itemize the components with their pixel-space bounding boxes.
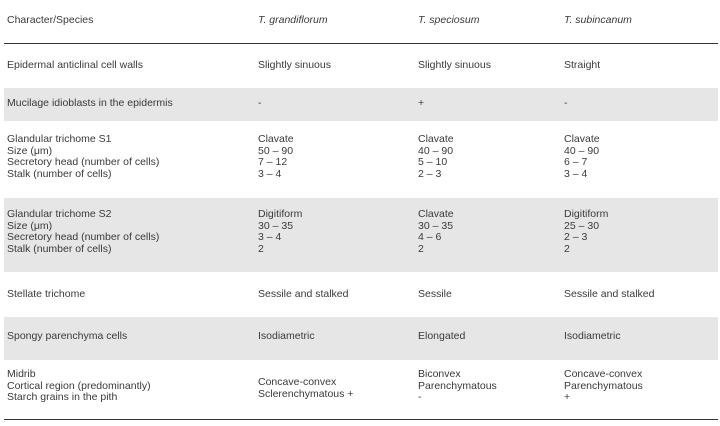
row-label xyxy=(7,134,159,180)
row-label xyxy=(7,289,85,301)
cell-line: Mucilage idioblasts in the epidermis xyxy=(7,97,173,109)
cell-line: 2 – 3 xyxy=(418,167,442,180)
cell-line: Clavate xyxy=(418,133,454,145)
cell-line: Slightly sinuous xyxy=(258,59,331,71)
cell-line: Secretory head (number of cells) xyxy=(7,156,160,168)
cell-line: Elongated xyxy=(418,330,466,342)
table-row xyxy=(4,88,718,121)
cell-line: Isodiametric xyxy=(258,330,315,342)
cell-line: 6 – 7 xyxy=(564,156,588,168)
bottom-rule xyxy=(4,419,718,420)
header-t-speciosum: T. speciosum xyxy=(418,14,480,26)
row-cell-c2 xyxy=(418,209,454,255)
cell-line: Digitiform xyxy=(564,208,609,220)
cell-line: Sessile and stalked xyxy=(258,288,349,300)
row-cell-c3 xyxy=(564,134,600,180)
cell-line: Concave-convex xyxy=(258,376,337,388)
cell-line: - xyxy=(258,97,262,109)
row-label xyxy=(7,331,127,343)
cell-line: Parenchymatous xyxy=(418,379,497,392)
row-cell-c3 xyxy=(564,98,568,110)
cell-line: Clavate xyxy=(418,208,454,220)
cell-line: Sclerenchymatous + xyxy=(258,387,354,400)
cell-line: - xyxy=(564,97,568,109)
row-cell-c1 xyxy=(258,209,302,255)
row-cell-c1 xyxy=(258,377,353,400)
cell-line: Clavate xyxy=(564,133,600,145)
cell-line: Starch grains in the pith xyxy=(7,391,118,403)
row-cell-c3 xyxy=(564,209,608,255)
cell-line: 4 – 6 xyxy=(418,231,442,243)
cell-line: 3 – 4 xyxy=(258,231,282,243)
row-cell-c1 xyxy=(258,289,348,301)
cell-line: - xyxy=(418,391,422,403)
cell-line: Spongy parenchyma cells xyxy=(7,330,128,342)
cell-line: Isodiametric xyxy=(564,330,621,342)
table-row xyxy=(4,121,718,198)
cell-line: Slightly sinuous xyxy=(418,59,491,71)
row-cell-c3 xyxy=(564,331,621,343)
cell-line: Midrib xyxy=(7,368,36,380)
cell-line: Sessile xyxy=(418,288,452,300)
cell-line: 2 xyxy=(258,242,264,255)
header-character: Character/Species xyxy=(7,14,94,26)
cell-line: Size (μm) xyxy=(7,144,53,157)
cell-line: 7 – 12 xyxy=(258,156,288,168)
row-label xyxy=(7,60,143,72)
row-cell-c2 xyxy=(418,134,454,180)
row-cell-c1 xyxy=(258,60,331,72)
cell-line: 3 – 4 xyxy=(258,167,282,180)
table-row xyxy=(4,272,718,317)
table-row xyxy=(4,317,718,360)
cell-line: 2 xyxy=(418,242,424,255)
cell-line: + xyxy=(564,391,571,403)
cell-line: Cortical region (predominantly) xyxy=(7,379,151,392)
row-label xyxy=(7,209,159,255)
row-cell-c1 xyxy=(258,98,262,110)
row-cell-c3 xyxy=(564,369,643,404)
row-cell-c2 xyxy=(418,98,424,110)
row-cell-c1 xyxy=(258,134,294,180)
cell-line: Epidermal anticlinal cell walls xyxy=(7,59,143,71)
cell-line: 3 – 4 xyxy=(564,167,588,180)
cell-line: Sessile and stalked xyxy=(564,288,655,300)
row-cell-c2 xyxy=(418,60,491,72)
cell-line: 2 – 3 xyxy=(564,231,588,243)
cell-line: 40 – 90 xyxy=(418,144,454,157)
cell-line: Straight xyxy=(564,59,601,71)
cell-line: Glandular trichome S1 xyxy=(7,133,112,145)
cell-line: 30 – 35 xyxy=(258,219,294,232)
table-row xyxy=(4,360,718,418)
cell-line: 50 – 90 xyxy=(258,144,294,157)
cell-line: Clavate xyxy=(258,133,294,145)
table-row xyxy=(4,45,718,88)
table-header xyxy=(4,15,718,29)
cell-line: Biconvex xyxy=(418,368,461,380)
row-cell-c2 xyxy=(418,331,465,343)
cell-line: Glandular trichome S2 xyxy=(7,208,112,220)
cell-line: Concave-convex xyxy=(564,368,643,380)
cell-line: Size (μm) xyxy=(7,219,53,232)
cell-line: Stellate trichome xyxy=(7,288,86,300)
header-rule xyxy=(4,43,718,44)
cell-line: 30 – 35 xyxy=(418,219,454,232)
cell-line: 2 xyxy=(564,242,570,255)
row-cell-c2 xyxy=(418,369,497,404)
table-row xyxy=(4,198,718,272)
cell-line: Stalk (number of cells) xyxy=(7,242,112,255)
row-cell-c1 xyxy=(258,331,315,343)
cell-line: 5 – 10 xyxy=(418,156,448,168)
cell-line: Digitiform xyxy=(258,208,303,220)
row-cell-c3 xyxy=(564,289,654,301)
row-label xyxy=(7,369,151,404)
cell-line: 25 – 30 xyxy=(564,219,600,232)
header-t-grandiflorum: T. grandiflorum xyxy=(258,14,328,26)
row-cell-c2 xyxy=(418,289,452,301)
header-t-subincanum: T. subincanum xyxy=(564,14,632,26)
cell-line: Parenchymatous xyxy=(564,379,643,392)
row-label xyxy=(7,98,173,110)
cell-line: + xyxy=(418,97,425,109)
row-cell-c3 xyxy=(564,60,600,72)
cell-line: Stalk (number of cells) xyxy=(7,167,112,180)
cell-line: Secretory head (number of cells) xyxy=(7,231,160,243)
cell-line: 40 – 90 xyxy=(564,144,600,157)
